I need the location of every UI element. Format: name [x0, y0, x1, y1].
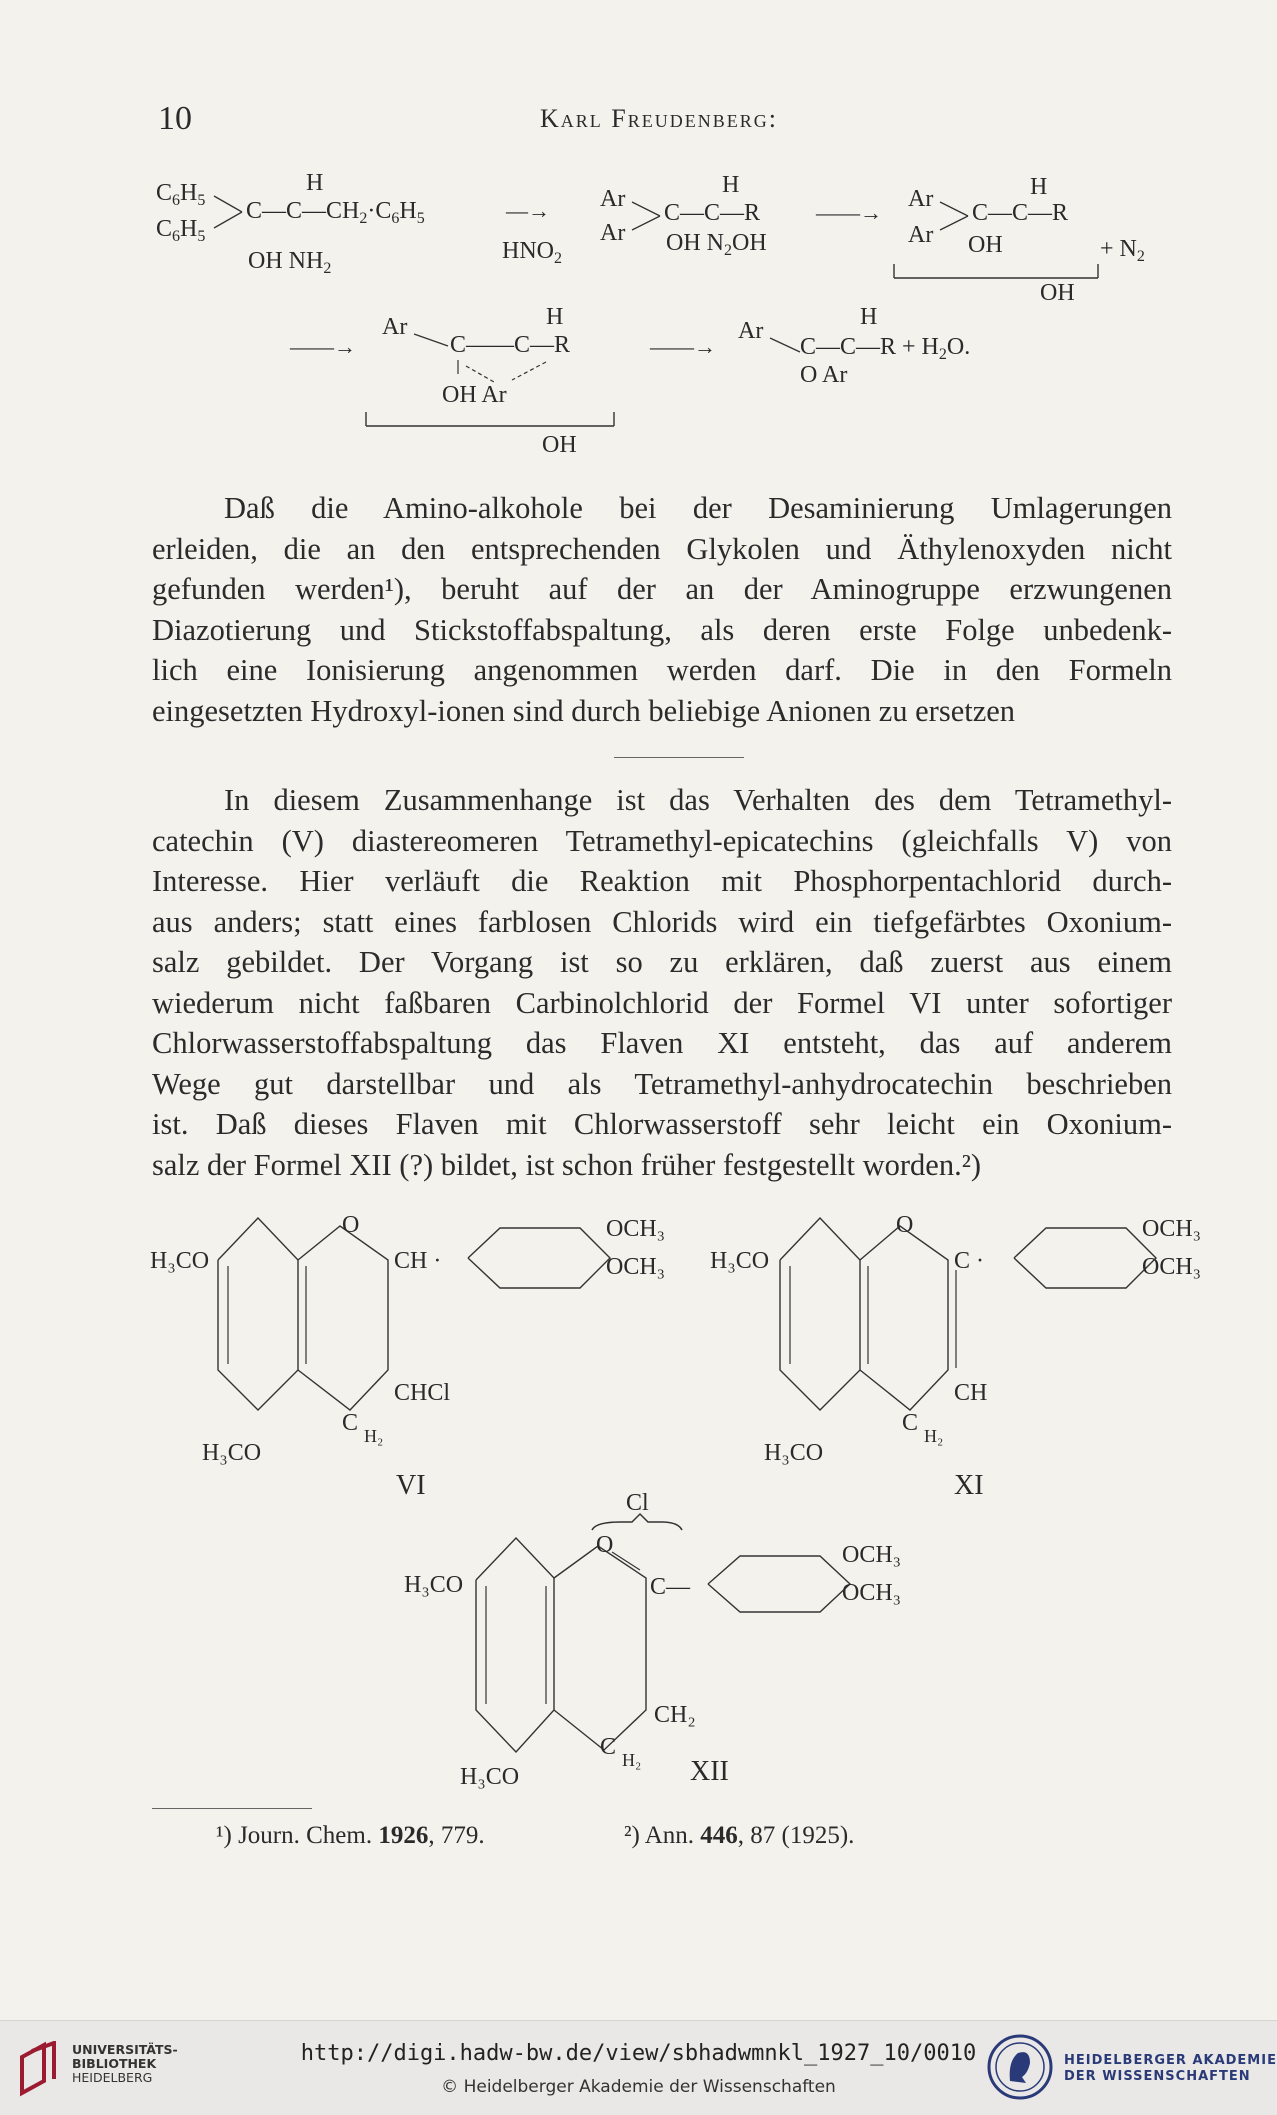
- molecule-1-phenyl-top: $C_6H_5$: [156, 180, 206, 209]
- molecule-3-ar-bottom: Ar: [908, 222, 934, 248]
- molecule-3-h: H: [1030, 174, 1048, 200]
- paragraph-2-line: catechin (V) diastereomeren Tetramethyl-epicatechins (gleichfalls V) von: [152, 823, 1172, 858]
- paragraph-2-line: In diesem Zusammenhange ist das Verhalten des dem Tetramethyl-: [224, 783, 1172, 817]
- academy-seal-icon: [986, 2031, 1054, 2103]
- molecule-4-ar: Ar: [382, 314, 408, 340]
- paragraph-2-line: Wege gut darstellbar und als Tetramethyl-anhydrocatechin beschrieben: [152, 1066, 1172, 1101]
- structure-vi-och3-1: OCH₃: [606, 1216, 666, 1242]
- molecule-5-substituents: O Ar: [800, 362, 848, 388]
- paragraph-2-line: aus anders; statt eines farblosen Chlorids wird ein tiefgefärbtes Oxonium-: [152, 904, 1172, 939]
- academy-name: HEIDELBERGER AKADEMIE DER WISSENSCHAFTEN: [1064, 2053, 1277, 2084]
- arrow-4: ——→: [650, 334, 716, 359]
- structure-xi-label: XI: [954, 1470, 984, 1501]
- molecule-4-oh-below: OH: [542, 432, 577, 458]
- molecule-2-ar-top: Ar: [600, 186, 626, 212]
- paragraph-2-line: Chlorwasserstoffabspaltung das Flaven XI entsteht, das auf anderem: [152, 1026, 1172, 1060]
- molecule-3-ar-top: Ar: [908, 186, 934, 212]
- molecule-3-chain: C—C—R: [972, 200, 1069, 226]
- paragraph-2-line: salz der Formel XII (?) bildet, ist schon früher festgestellt worden.²): [152, 1147, 981, 1182]
- section-separator: [614, 757, 744, 758]
- structure-xi-h2: H₂: [924, 1426, 944, 1446]
- paragraph-2-line: Interesse. Hier verläuft die Reaktion mit Phosphorpentachlorid durch-: [152, 864, 1172, 898]
- molecule-4-h: H: [546, 304, 564, 330]
- library-name: UNIVERSITÄTS- BIBLIOTHEK HEIDELBERG: [72, 2042, 178, 2085]
- structure-vi: [150, 1200, 690, 1500]
- footnote-2: ²) Ann. 446, 87 (1925).: [624, 1822, 855, 1849]
- molecule-4-chain: C——C—R: [450, 332, 571, 358]
- molecule-3-bond-fork: [938, 196, 972, 236]
- structure-vi-c: C: [342, 1410, 359, 1436]
- molecule-1-bond-fork: [212, 192, 246, 232]
- paragraph-2: [152, 780, 1172, 1185]
- molecule-3-oh-below: OH: [1040, 280, 1075, 306]
- structure-xi-ch: CH: [954, 1380, 988, 1406]
- structure-vi-oxygen: O: [342, 1212, 360, 1238]
- molecule-4-bracket: [364, 410, 624, 432]
- molecule-1-h: H: [306, 170, 324, 196]
- molecule-2-chain: C—C—R: [664, 200, 761, 226]
- structure-vi-chcl: CHCl: [394, 1380, 451, 1406]
- reaction-scheme-row-2: [0, 300, 1277, 470]
- paragraph-1-line: gefunden werden¹), beruht auf der an der Aminogruppe erzwungenen: [152, 572, 1172, 606]
- structure-xii-c-low: C: [600, 1734, 617, 1760]
- structure-vi-h3co-top: H₃CO: [150, 1248, 210, 1274]
- paragraph-2-line: salz gebildet. Der Vorgang ist so zu erklären, daß zuerst aus einem: [152, 945, 1172, 979]
- molecule-1-phenyl-bottom: $C_6H_5$: [156, 216, 206, 245]
- molecule-4-bond: [412, 330, 452, 350]
- structure-xii: [400, 1490, 960, 1800]
- viewer-footer: [0, 2020, 1277, 2115]
- structure-xi-och3-1: OCH₃: [1142, 1216, 1202, 1242]
- footnote-1-mark: ¹): [216, 1822, 232, 1849]
- structure-xi-h3co-bottom: H₃CO: [764, 1440, 824, 1466]
- molecule-5-h: H: [860, 304, 878, 330]
- structure-xi-oxygen: O: [896, 1212, 914, 1238]
- page-number: 10: [158, 100, 192, 137]
- footnote-1: ¹) Journ. Chem. 1926, 779.: [216, 1822, 485, 1849]
- structure-vi-h2: H₂: [364, 1426, 384, 1446]
- molecule-1-chain: $C—C—CH_2\cdot C_6H_5$: [246, 198, 425, 227]
- structure-xii-h3co-top: H₃CO: [404, 1572, 464, 1598]
- copyright-notice: © Heidelberger Akademie der Wissenschaften: [441, 2077, 836, 2097]
- structure-xii-oxygen: O: [596, 1532, 614, 1558]
- structure-xi-och3-2: OCH₃: [1142, 1254, 1202, 1280]
- structure-xii-ch2: CH₂: [654, 1702, 696, 1728]
- structure-xii-label: XII: [690, 1756, 729, 1787]
- structure-xi: [708, 1200, 1248, 1500]
- paragraph-1-line: eingesetzten Hydroxyl-ionen sind durch beliebige Anionen zu ersetzen: [152, 693, 1016, 728]
- arrow-1-reagent: $HNO_2$: [502, 238, 562, 267]
- arrow-1: —→: [506, 198, 550, 223]
- molecule-5-ar: Ar: [738, 318, 764, 344]
- molecule-5-chain: C—C—R + $H_2O$.: [800, 334, 971, 363]
- structure-xii-h3co-bottom: H₃CO: [460, 1764, 520, 1790]
- paragraph-1-line: Daß die Amino-alkohole bei der Desaminierung Umlagerungen: [224, 491, 1172, 525]
- structure-xii-och3-1: OCH₃: [842, 1542, 902, 1568]
- footnote-separator: [152, 1808, 312, 1809]
- paragraph-1-line: lich eine Ionisierung angenommen werden darf. Die in den Formeln: [152, 653, 1172, 687]
- structure-xii-och3-2: OCH₃: [842, 1580, 902, 1606]
- paragraph-1: [152, 488, 1172, 731]
- structure-vi-h3co-bottom: H₃CO: [202, 1440, 262, 1466]
- structure-vi-ch: CH ·: [394, 1248, 442, 1274]
- footnote-2-mark: ²): [624, 1822, 640, 1849]
- molecule-1-substituents: OH $NH_2$: [248, 248, 332, 277]
- paragraph-1-line: erleiden, die an den entsprechenden Glykolen und Äthylenoxyden nicht: [152, 531, 1172, 566]
- structure-xi-h3co-top: H₃CO: [710, 1248, 770, 1274]
- molecule-2-ar-bottom: Ar: [600, 220, 626, 246]
- permalink-url[interactable]: http://digi.hadw-bw.de/view/sbhadwmnkl_1927_10/0010: [300, 2041, 977, 2066]
- paragraph-1-line: Diazotierung und Stickstoffabspaltung, als deren erste Folge unbedenk-: [152, 612, 1172, 647]
- paragraph-2-line: wiederum nicht faßbaren Carbinolchlorid der Formel VI unter sofortiger: [152, 985, 1172, 1020]
- molecule-5-bond: [768, 336, 804, 356]
- running-head-author: Karl Freudenberg:: [540, 104, 778, 133]
- molecule-3-oh: OH: [968, 232, 1003, 258]
- structure-xii-c: C—: [650, 1574, 691, 1600]
- molecule-2-substituents: OH $N_2OH$: [666, 230, 767, 259]
- structure-vi-och3-2: OCH₃: [606, 1254, 666, 1280]
- molecule-2-h: H: [722, 172, 740, 198]
- molecule-3-plus-nitrogen: + $N_2$: [1100, 236, 1145, 265]
- molecule-2-bond-fork: [630, 196, 664, 236]
- molecule-4-substituents: OH Ar: [442, 382, 507, 408]
- arrow-2: ——→: [816, 200, 882, 225]
- structure-xii-h2: H₂: [622, 1750, 642, 1770]
- molecule-3-bracket: [892, 262, 1122, 282]
- reaction-scheme-row-1: [0, 0, 1277, 320]
- structure-vi-label: VI: [396, 1470, 426, 1501]
- arrow-3: ——→: [290, 334, 356, 359]
- structure-xii-chloride: Cl: [626, 1490, 649, 1516]
- structure-xi-c: C: [902, 1410, 919, 1436]
- structure-xi-c-dot: C ·: [954, 1248, 984, 1274]
- paragraph-2-line: ist. Daß dieses Flaven mit Chlorwasserstoff sehr leicht ein Oxonium-: [152, 1107, 1172, 1141]
